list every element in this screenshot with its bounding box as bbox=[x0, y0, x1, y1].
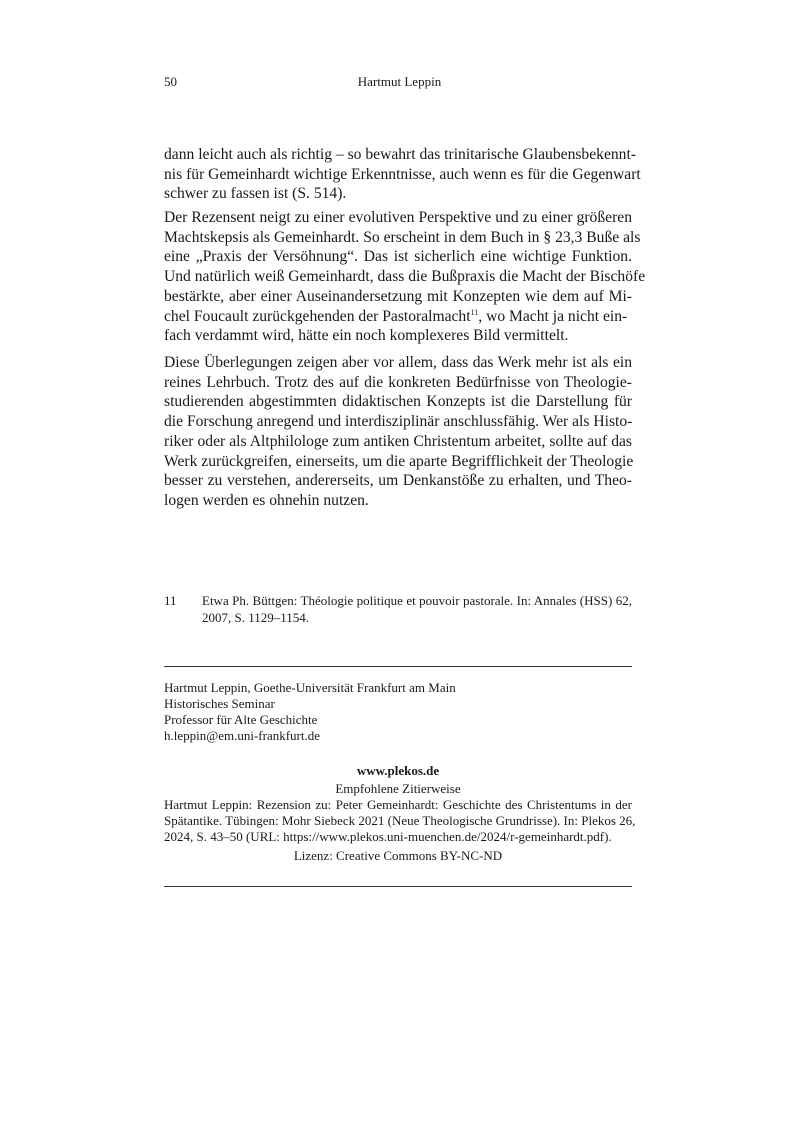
license: Lizenz: Creative Commons BY-NC-ND bbox=[293, 848, 503, 863]
text-line: die Forschung anregend und interdisziplinär anschlussfähig. Wer als Histo- bbox=[164, 413, 633, 431]
text-line: fach verdammt wird, hätte ein noch komplexeres Bild vermittelt. bbox=[164, 327, 569, 345]
text-line: Machtskepsis als Gemeinhardt. So erscheint in dem Buch in § 23,3 Buße als bbox=[164, 228, 641, 246]
text-line: nis für Gemeinhardt wichtige Erkenntnisse, auch wenn es für die Gegenwart bbox=[164, 165, 641, 183]
text-line: Der Rezensent neigt zu einer evolutiven Perspektive und zu einer größeren bbox=[164, 209, 632, 226]
citation-line: Hartmut Leppin: Rezension zu: Peter Gemeinhardt: Geschichte des Christentums in der bbox=[164, 797, 632, 812]
citation-text bbox=[164, 797, 636, 845]
site-link[interactable]: www.plekos.de bbox=[356, 763, 440, 778]
citation-heading: Empfohlene Zitierweise bbox=[335, 781, 461, 796]
text-line: bestärkte, aber einer Auseinandersetzung mit Konzepten wie dem auf Mi- bbox=[164, 287, 632, 305]
paragraph-2 bbox=[164, 208, 646, 346]
running-title: Hartmut Leppin bbox=[357, 74, 442, 89]
text-line: logen werden es ohnehin nutzen. bbox=[164, 491, 369, 509]
text-line: reines Lehrbuch. Trotz des auf die konkreten Bedürfnisse von Theologie- bbox=[164, 373, 632, 391]
divider bbox=[164, 886, 632, 887]
text-line: Werk zurückgreifen, einerseits, um die aparte Begrifflichkeit der Theologie bbox=[164, 452, 634, 470]
footnote-line: 2007, S. 1129–1154. bbox=[202, 610, 310, 625]
footnote-line: Etwa Ph. Büttgen: Théologie politique et pouvoir pastorale. In: Annales (HSS) 62, bbox=[202, 593, 632, 608]
paragraph-1 bbox=[164, 145, 641, 204]
text-line: riker oder als Altphilologe zum antiken Christentum arbeitet, sollte auf das bbox=[164, 432, 632, 450]
text-line: eine „Praxis der Versöhnung“. Das ist sicherlich eine wichtige Funktion. bbox=[164, 248, 632, 266]
text-line: Und natürlich weiß Gemeinhardt, dass die Bußpraxis die Macht der Bischöfe bbox=[164, 268, 646, 286]
divider bbox=[164, 666, 632, 667]
author-position: Professor für Alte Geschichte bbox=[164, 712, 318, 727]
footnote-number: 11 bbox=[164, 593, 177, 608]
footnote-ref[interactable]: 11 bbox=[470, 307, 479, 317]
text-line: besser zu verstehen, andererseits, um Denkanstöße zu erhalten, und Theo- bbox=[164, 472, 632, 490]
page-number: 50 bbox=[164, 74, 177, 89]
citation-line: 2024, S. 43–50 (URL: https://www.plekos.uni-muenchen.de/2024/r-gemeinhardt.pdf). bbox=[164, 829, 612, 844]
citation-line: Spätantike. Tübingen: Mohr Siebeck 2021 (Neue Theologische Grundrisse). In: Plekos 26, bbox=[164, 813, 636, 828]
text-line: schwer zu fassen ist (S. 514). bbox=[164, 185, 347, 203]
author-info bbox=[164, 680, 456, 744]
text-segment: chel Foucault zurückgehenden der Pastoralmacht bbox=[164, 307, 471, 325]
text-line: Diese Überlegungen zeigen aber vor allem, dass das Werk mehr ist als ein bbox=[164, 354, 632, 371]
paragraph-3 bbox=[164, 353, 632, 511]
author-affiliation: Hartmut Leppin, Goethe-Universität Frankfurt am Main bbox=[164, 680, 456, 695]
author-email[interactable]: h.leppin@em.uni-frankfurt.de bbox=[164, 728, 321, 743]
text-line: studierenden abgestimmten didaktischen Konzepts ist die Darstellung für bbox=[164, 393, 632, 411]
author-department: Historisches Seminar bbox=[164, 696, 275, 711]
text-line: dann leicht auch als richtig – so bewahrt das trinitarische Glaubensbekennt- bbox=[164, 146, 636, 163]
text-segment: , wo Macht ja nicht ein- bbox=[478, 307, 628, 325]
text-line bbox=[164, 307, 632, 327]
